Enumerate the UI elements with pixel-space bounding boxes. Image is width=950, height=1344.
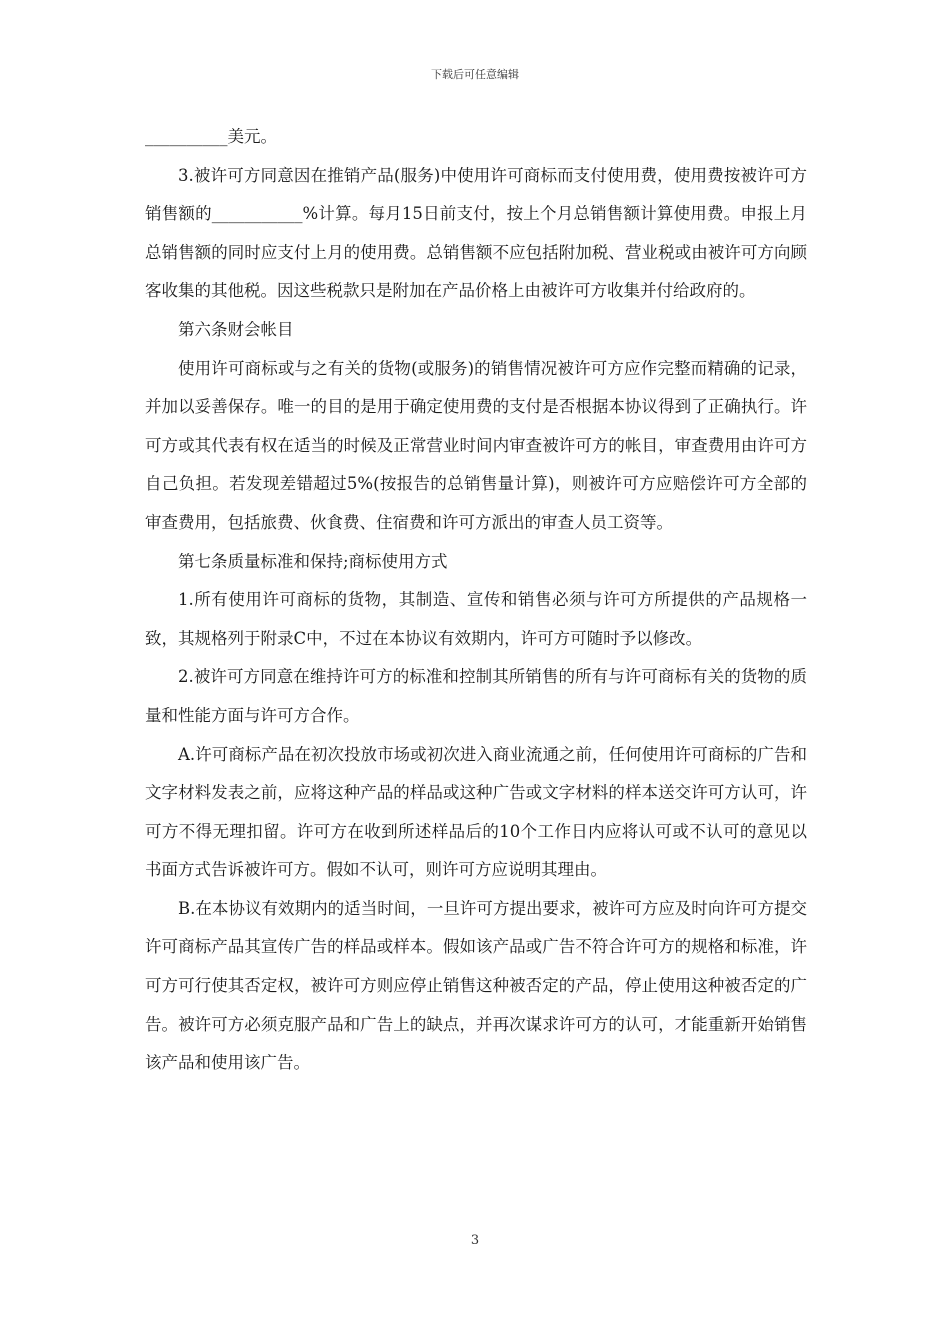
- paragraph-clause-2: 2.被许可方同意在维持许可方的标准和控制其所销售的所有与许可商标有关的货物的质量和性能方面与许可方合作。: [145, 667, 807, 725]
- paragraph-fee-amount: __________美元。: [145, 127, 277, 146]
- section-heading-article-7: 第七条质量标准和保持;商标使用方式: [178, 551, 448, 571]
- paragraph-clause-b: B.在本协议有效期内的适当时间，一旦许可方提出要求，被许可方应及时向许可方提交许可商标产品其宣传广告的样品或样本。假如该产品或广告不符合许可方的规格和标准，许可方可行使其否定权，被许可方则应停止销售这种被否定的产品，停止使用这种被否定的广告。被许可方必须克服产品和广告上的缺点，并再次谋求许可方的认可，才能重新开始销售该产品和使用该广告。: [145, 898, 807, 1073]
- section-heading-article-6: 第六条财会帐目: [178, 319, 294, 339]
- page-number: 3: [470, 1233, 480, 1248]
- document-body: [145, 118, 807, 1083]
- page-header: 下载后可任意编辑: [431, 68, 519, 81]
- paragraph-clause-3: 3.被许可方同意因在推销产品(服务)中使用许可商标而支付使用费，使用费按被许可方销售额的___________%计算。每月15日前支付，按上个月总销售额计算使用费。申报上月总销售额的同时应支付上月的使用费。总销售额不应包括附加税、营业税或由被许可方向顾客收集的其他税。因这些税款只是附加在产品价格上由被许可方收集并付给政府的。: [145, 165, 807, 301]
- paragraph-clause-a: A.许可商标产品在初次投放市场或初次进入商业流通之前，任何使用许可商标的广告和文字材料发表之前，应将这种产品的样品或这种广告或文字材料的样本送交许可方认可，许可方不得无理扣留。许可方在收到所述样品后的10个工作日内应将认可或不认可的意见以书面方式告诉被许可方。假如不认可，则许可方应说明其理由。: [145, 744, 807, 880]
- paragraph-clause-1: 1.所有使用许可商标的货物，其制造、宣传和销售必须与许可方所提供的产品规格一致，其规格列于附录C中，不过在本协议有效期内，许可方可随时予以修改。: [145, 590, 807, 648]
- paragraph-accounting: 使用许可商标或与之有关的货物(或服务)的销售情况被许可方应作完整而精确的记录，并加以妥善保存。唯一的目的是用于确定使用费的支付是否根据本协议得到了正确执行。许可方或其代表有权在适当的时候及正常营业时间内审查被许可方的帐目，审查费用由许可方自己负担。若发现差错超过5%(按报告的总销售量计算)，则被许可方应赔偿许可方全部的审查费用，包括旅费、伙食费、住宿费和许可方派出的审查人员工资等。: [145, 358, 807, 532]
